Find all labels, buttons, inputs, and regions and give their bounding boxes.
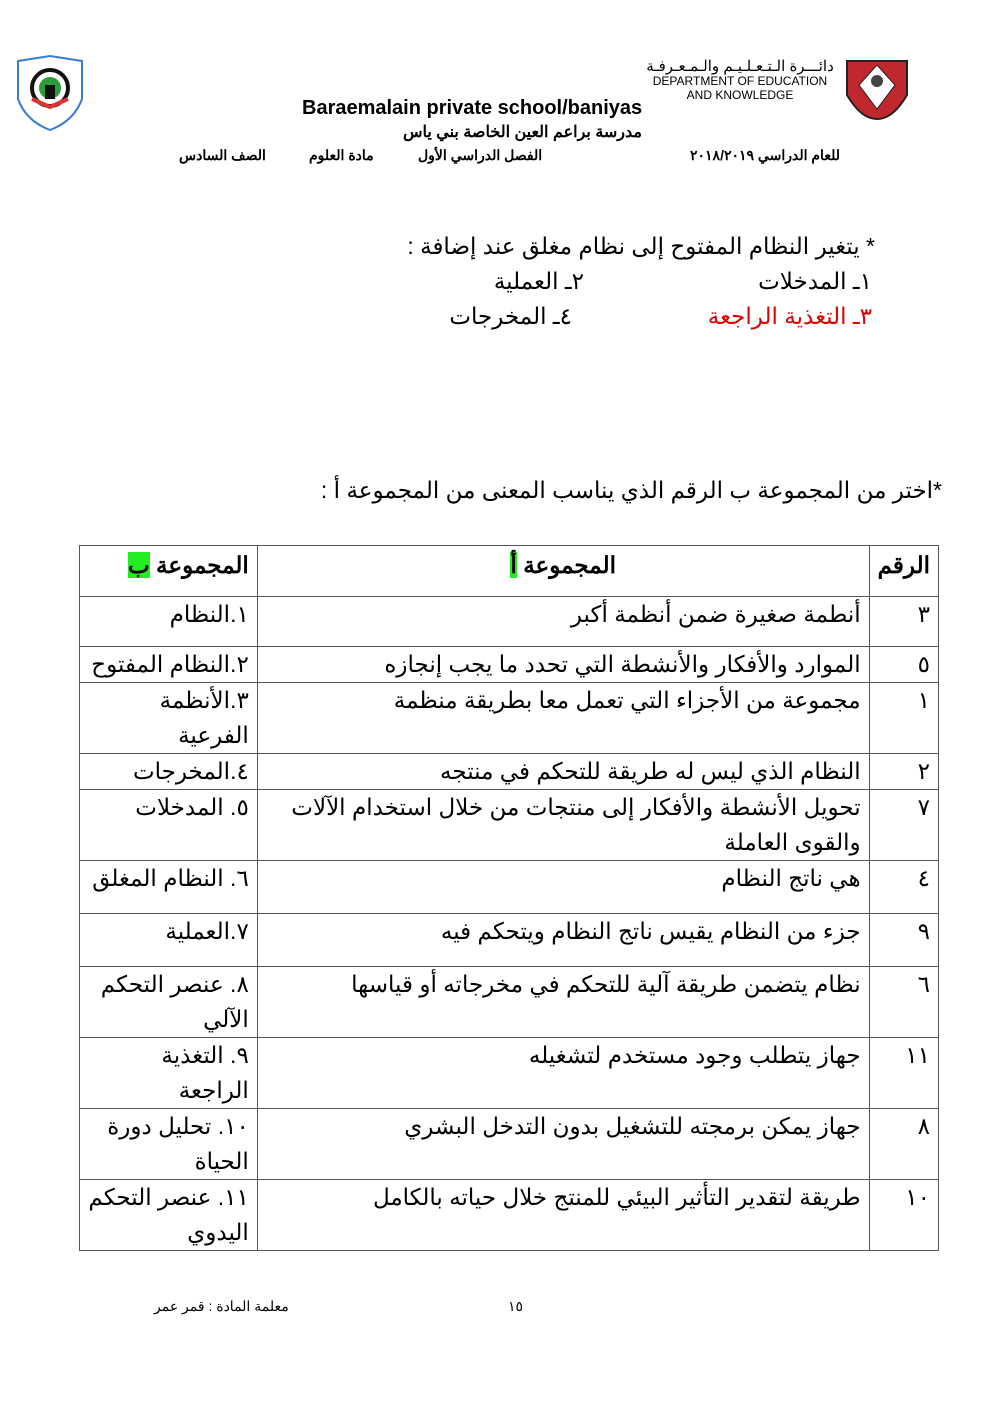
row-number: ١١ <box>869 1038 938 1109</box>
row-number: ١ <box>869 683 938 754</box>
school-logo <box>14 55 86 131</box>
table-row <box>80 790 939 861</box>
group-a-cell: النظام الذي ليس له طريقة للتحكم في منتجه <box>257 754 869 790</box>
table-row <box>80 914 939 967</box>
group-b-cell: ٢.النظام المفتوح <box>80 647 258 683</box>
row-number: ٤ <box>869 861 938 914</box>
term: الفصل الدراسي الأول <box>418 147 543 163</box>
teacher-name: معلمة المادة : قمر عمر <box>154 1298 289 1314</box>
header-group-b-label: المجموعة <box>149 552 249 578</box>
row-number: ٣ <box>869 597 938 647</box>
header-group-a-letter: أ <box>510 552 517 578</box>
question2-prompt: *اختر من المجموعة ب الرقم الذي يناسب المعنى من المجموعة أ : <box>320 477 942 503</box>
row-number: ٥ <box>869 647 938 683</box>
page-number: ١٥ <box>508 1298 524 1314</box>
row-number: ١٠ <box>869 1180 938 1251</box>
question1-option-3-answer: ٣ـ التغذية الراجعة <box>707 303 872 329</box>
group-b-cell: ٩. التغذية الراجعة <box>80 1038 258 1109</box>
matching-table <box>79 545 939 1251</box>
group-a-cell: تحويل الأنشطة والأفكار إلى منتجات من خلال استخدام الآلات والقوى العاملة <box>257 790 869 861</box>
table-row <box>80 683 939 754</box>
group-a-cell: مجموعة من الأجزاء التي تعمل معا بطريقة منظمة <box>257 683 869 754</box>
row-number: ٦ <box>869 967 938 1038</box>
question1-option-4: ٤ـ المخرجات <box>449 303 572 329</box>
group-b-cell: ٣.الأنظمة الفرعية <box>80 683 258 754</box>
school-name-en: Baraemalain private school/baniyas <box>302 97 643 119</box>
table-header-row <box>80 546 939 597</box>
group-b-cell: ١١. عنصر التحكم اليدوي <box>80 1180 258 1251</box>
department-name <box>640 60 840 102</box>
subject: مادة العلوم <box>309 147 374 163</box>
school-name-ar: مدرسة براعم العين الخاصة بني ياس <box>402 124 642 141</box>
row-number: ٩ <box>869 914 938 967</box>
group-b-cell: ٤.المخرجات <box>80 754 258 790</box>
group-b-cell: ٦. النظام المغلق <box>80 861 258 914</box>
question1-prompt: * يتغير النظام المفتوح إلى نظام مغلق عند إضافة : <box>407 233 875 259</box>
group-a-cell: جهاز يمكن برمجته للتشغيل بدون التدخل البشري <box>257 1109 869 1180</box>
department-name-en-2: AND KNOWLEDGE <box>686 88 794 102</box>
group-a-cell: طريقة لتقدير التأثير البيئي للمنتج خلال حياته بالكامل <box>257 1180 869 1251</box>
table-row <box>80 597 939 647</box>
table-row <box>80 1180 939 1251</box>
group-a-cell: أنطمة صغيرة ضمن أنظمة أكبر <box>257 597 869 647</box>
group-b-cell: ٥. المدخلات <box>80 790 258 861</box>
question1-option-1: ١ـ المدخلات <box>758 268 872 294</box>
department-name-en-1: DEPARTMENT OF EDUCATION <box>652 74 828 88</box>
group-b-cell: ١٠. تحليل دورة الحياة <box>80 1109 258 1180</box>
table-row <box>80 861 939 914</box>
department-name-ar: دائـــرة الـتـعـلـيـم والـمـعـرفـة <box>646 58 834 75</box>
header-num: الرقم <box>869 546 938 597</box>
department-emblem <box>843 55 911 121</box>
table-row <box>80 754 939 790</box>
header-group-b-letter: ب <box>127 552 150 578</box>
group-a-cell: هي ناتج النظام <box>257 861 869 914</box>
table-row <box>80 967 939 1038</box>
group-a-cell: الموارد والأفكار والأنشطة التي تحدد ما يجب إنجازه <box>257 647 869 683</box>
table-row <box>80 1109 939 1180</box>
row-number: ٧ <box>869 790 938 861</box>
academic-year: للعام الدراسي ٢٠١٨/٢٠١٩ <box>690 147 840 163</box>
group-b-cell: ١.النظام <box>80 597 258 647</box>
group-a-cell: جهاز يتطلب وجود مستخدم لتشغيله <box>257 1038 869 1109</box>
table-row <box>80 647 939 683</box>
row-number: ٨ <box>869 1109 938 1180</box>
group-a-cell: جزء من النظام يقيس ناتج النظام ويتحكم فيه <box>257 914 869 967</box>
header-group-a <box>257 546 869 597</box>
group-a-cell: نظام يتضمن طريقة آلية للتحكم في مخرجاته أو قياسها <box>257 967 869 1038</box>
group-b-cell: ٧.العملية <box>80 914 258 967</box>
header-group-b <box>80 546 258 597</box>
row-number: ٢ <box>869 754 938 790</box>
table-row <box>80 1038 939 1109</box>
question1-option-2: ٢ـ العملية <box>493 268 584 294</box>
header-group-a-label: المجموعة <box>516 552 616 578</box>
group-b-cell: ٨. عنصر التحكم الآلي <box>80 967 258 1038</box>
grade: الصف السادس <box>179 147 266 163</box>
